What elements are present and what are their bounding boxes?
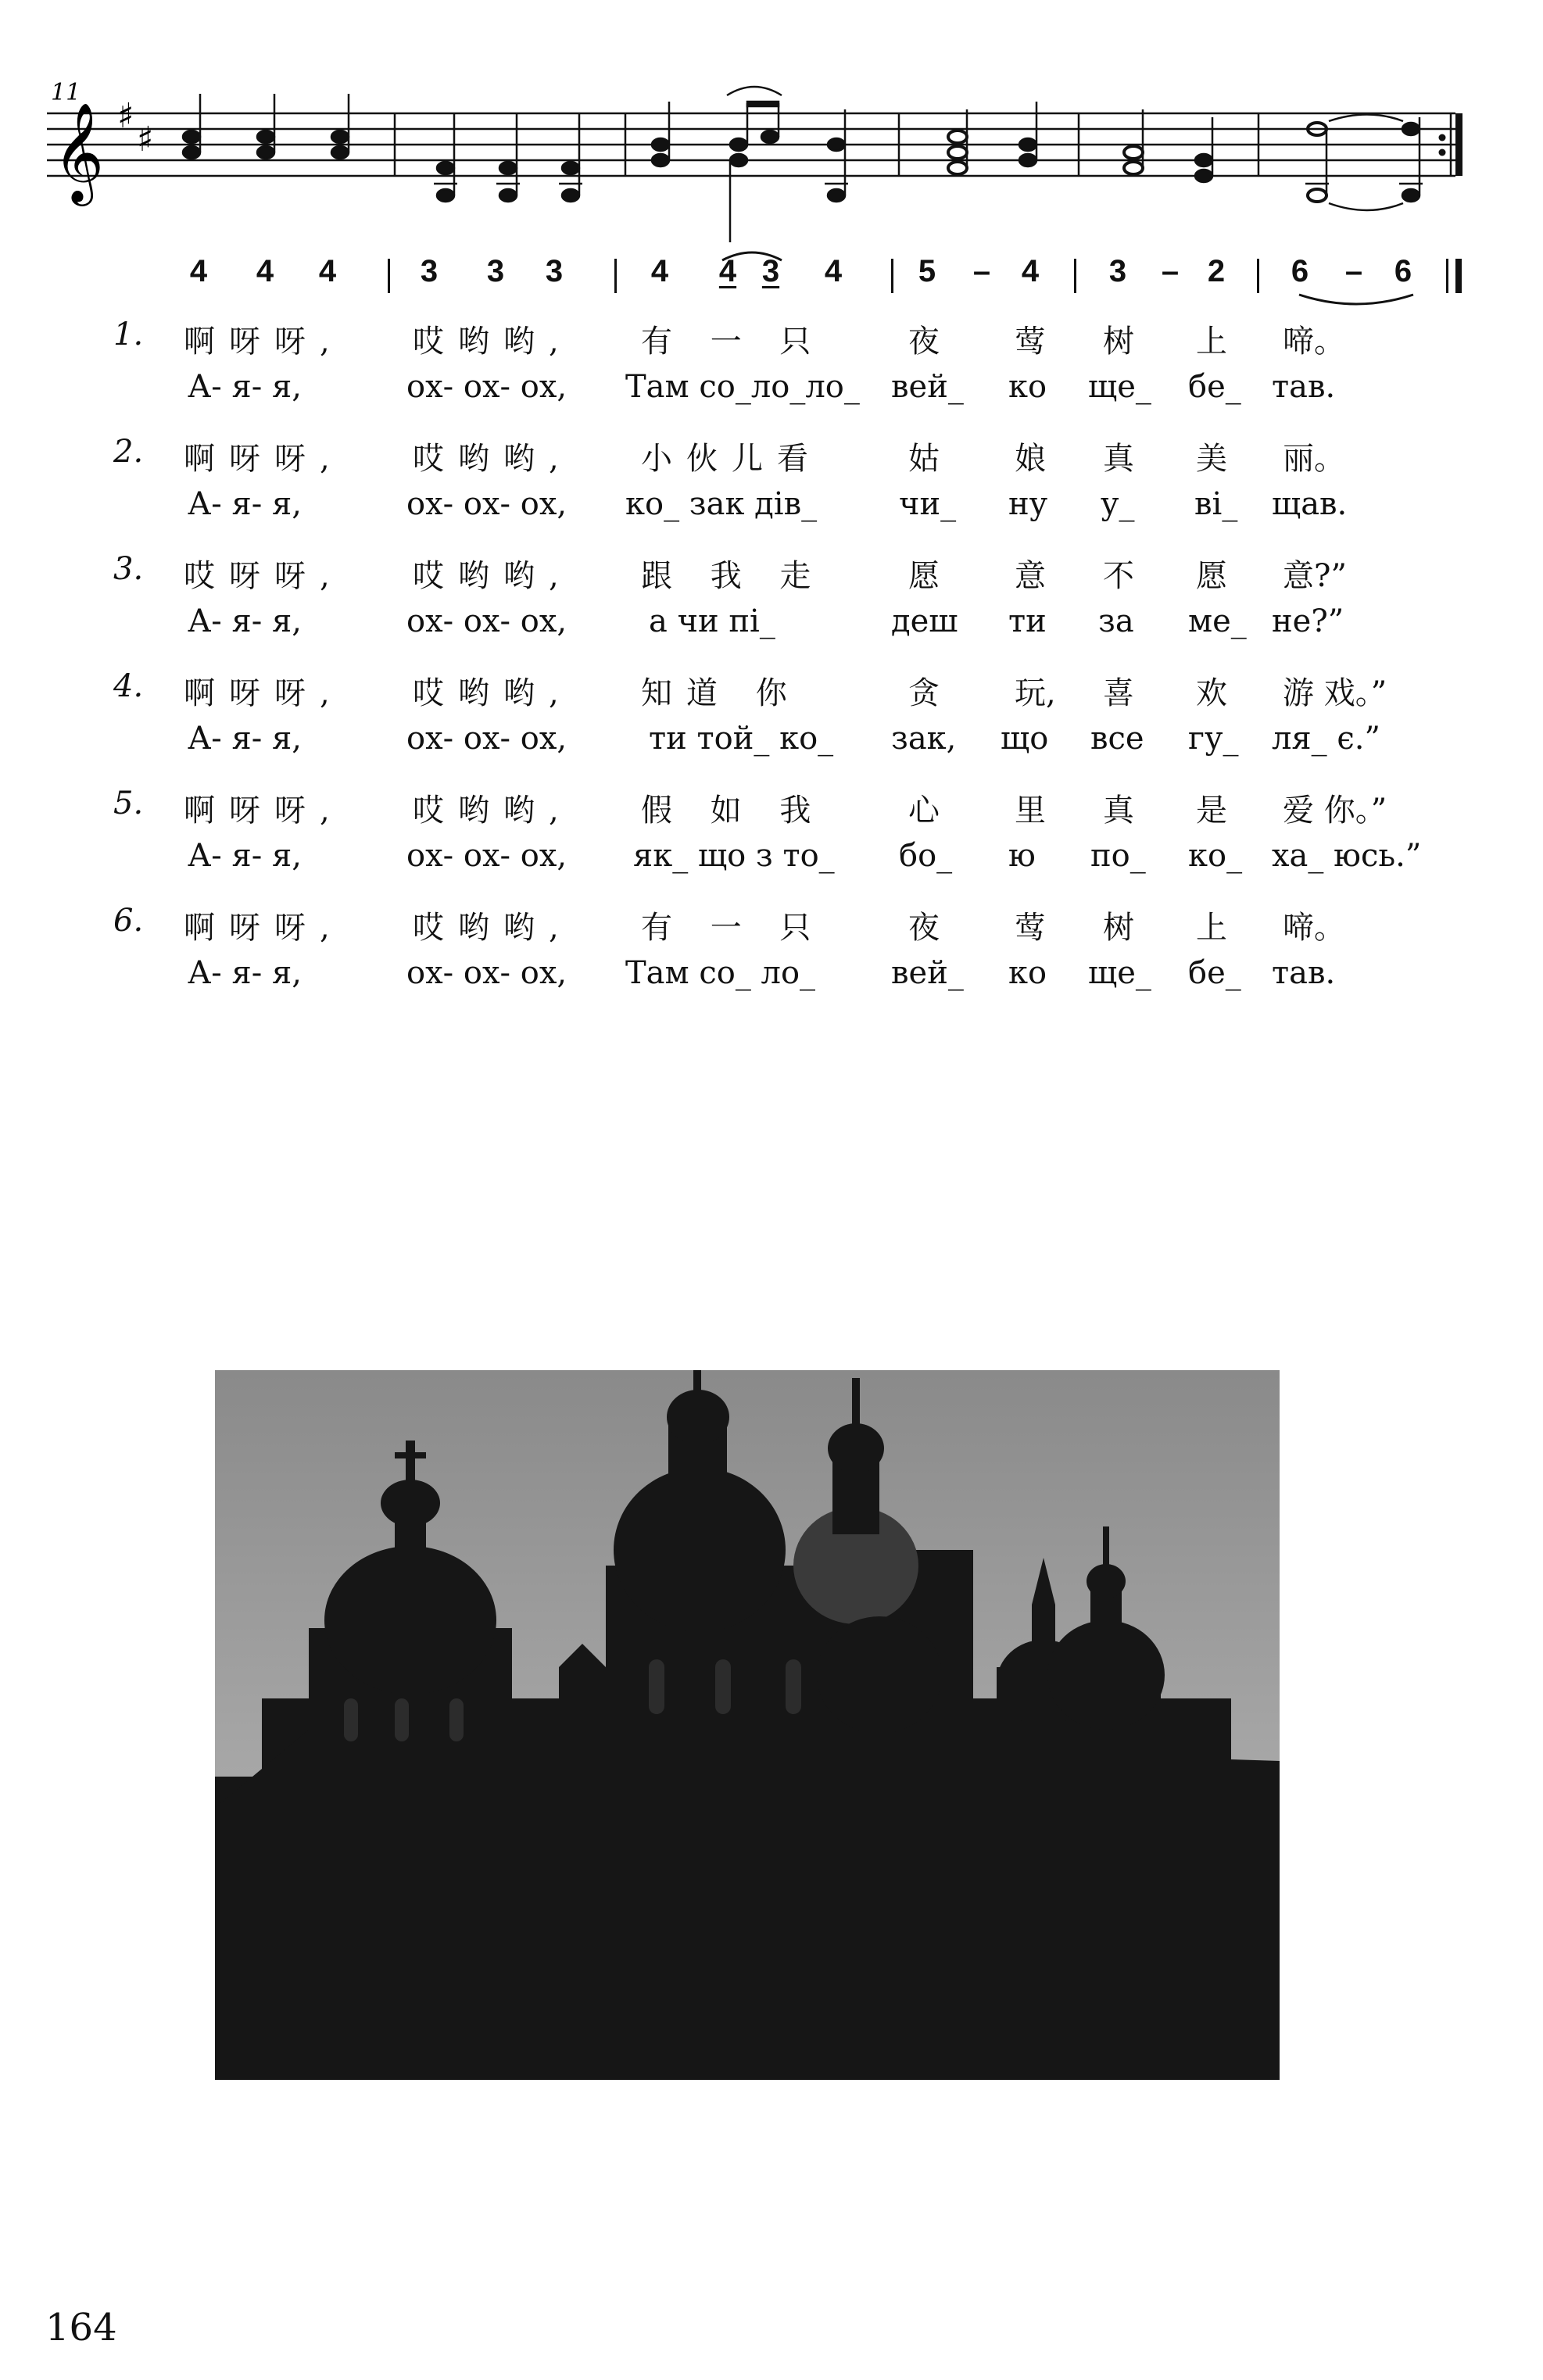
verse-3-ukrainian (0, 603, 1543, 642)
lyric-word: 上 (1196, 910, 1227, 946)
jianpu-note: 6 (1394, 254, 1412, 288)
lyric-word: чи_ (899, 486, 957, 522)
lyric-word: 意?” (1283, 558, 1347, 594)
lyric-word: 莺 (1015, 910, 1046, 946)
verse-number: 3. (113, 551, 144, 587)
verse-2-chinese (0, 434, 1543, 477)
jianpu-barline (1074, 259, 1076, 293)
lyric-word: 哎哟哟, (413, 441, 573, 477)
svg-text:♯: ♯ (137, 120, 154, 159)
lyric-word: 玩, (1015, 675, 1056, 711)
lyric-word: Там со_ ло_ (625, 955, 816, 991)
verse-6-chinese (0, 903, 1543, 946)
lyric-word: по_ (1090, 838, 1146, 874)
lyric-word: 啊呀呀, (184, 910, 344, 946)
cathedral-photo (215, 1370, 1280, 2080)
lyric-word: 爱 你。” (1283, 793, 1387, 829)
lyric-word: ві_ (1194, 486, 1238, 522)
lyric-word: ко_ (1188, 838, 1243, 874)
lyric-word: вей_ (891, 955, 964, 991)
verse-5-chinese (0, 786, 1543, 829)
lyric-word: 哎哟哟, (413, 793, 573, 829)
lyric-word: ох- ох- ох, (406, 955, 567, 991)
lyric-word: ко_ зак дів_ (625, 486, 818, 522)
lyric-word: 里 (1015, 793, 1046, 829)
notes-measure-1 (183, 94, 349, 159)
lyric-word: ще_ (1088, 369, 1151, 405)
lyric-word: ох- ох- ох, (406, 369, 567, 405)
music-staff (39, 78, 1493, 258)
verse-5-ukrainian (0, 838, 1543, 877)
key-signature-sharps-icon (117, 96, 153, 159)
jianpu-note: 6 (1291, 254, 1309, 288)
lyric-word: ю (1008, 838, 1036, 874)
lyric-word: 哎哟哟, (413, 675, 573, 711)
lyric-word: 娘 (1015, 441, 1046, 477)
verse-1-chinese (0, 317, 1543, 360)
verse-number: 5. (113, 786, 144, 821)
jianpu-dash: – (1344, 254, 1363, 288)
jianpu-note: 4 (318, 254, 337, 288)
lyric-word: 有 一 只 (641, 910, 825, 946)
lyric-word: що (1001, 721, 1049, 757)
page-number: 164 (45, 2306, 117, 2350)
lyric-word: А- я- я, (188, 369, 302, 405)
lyric-word: 小伙儿看 (641, 441, 822, 477)
lyric-word: ох- ох- ох, (406, 838, 567, 874)
lyric-word: 意 (1015, 558, 1046, 594)
lyric-word: 树 (1103, 910, 1134, 946)
lyric-word: зак, (891, 721, 957, 757)
lyric-word: все (1090, 721, 1144, 757)
jianpu-barline (614, 259, 617, 293)
lyric-word: 有 一 只 (641, 324, 825, 360)
lyric-word: ля_ є.” (1272, 721, 1380, 757)
lyric-word: 贪 (908, 675, 940, 711)
notes-measure-5 (1124, 109, 1212, 182)
jianpu-repeat-barline-thick (1455, 259, 1462, 293)
lyric-word: як_ що з то_ (633, 838, 835, 874)
jianpu-note: 4 (824, 254, 843, 288)
lyric-word: 上 (1196, 324, 1227, 360)
lyric-word: 美 (1196, 441, 1227, 477)
notes-measure-3 (652, 87, 848, 242)
lyric-word: а чи пі_ (649, 603, 775, 639)
jianpu-note: 4 (189, 254, 208, 288)
lyric-word: А- я- я, (188, 603, 302, 639)
lyric-word: 是 (1196, 793, 1227, 829)
lyric-word: бо_ (899, 838, 953, 874)
lyric-word: А- я- я, (188, 486, 302, 522)
lyric-word: 哎哟哟, (413, 324, 573, 360)
lyric-word: бе_ (1188, 955, 1241, 991)
treble-clef-icon: 𝄞 (53, 102, 105, 202)
lyric-word: 啼。 (1283, 910, 1345, 946)
lyric-word: 莺 (1015, 324, 1046, 360)
jianpu-note: 3 (761, 254, 780, 288)
lyric-word: ох- ох- ох, (406, 721, 567, 757)
jianpu-dash: – (972, 254, 991, 288)
lyric-word: у_ (1101, 486, 1135, 522)
verse-number: 4. (113, 668, 144, 704)
lyric-word: ко (1008, 369, 1047, 405)
lyric-word: 姑 (908, 441, 940, 477)
lyric-word: 欢 (1196, 675, 1227, 711)
lyric-word: 愿 (908, 558, 940, 594)
lyric-word: за (1098, 603, 1134, 639)
jianpu-note: 2 (1207, 254, 1226, 288)
lyric-word: гу_ (1188, 721, 1239, 757)
jianpu-note: 3 (1108, 254, 1127, 288)
lyric-word: ме_ (1188, 603, 1247, 639)
lyric-word: не?” (1272, 603, 1344, 639)
verse-4-ukrainian (0, 721, 1543, 760)
measure-number: 11 (51, 79, 81, 106)
lyric-word: 不 (1103, 558, 1134, 594)
lyric-word: 知道 你 (641, 675, 801, 711)
verse-number: 2. (113, 434, 144, 470)
lyric-word: 愿 (1196, 558, 1227, 594)
lyric-word: тав. (1272, 369, 1336, 405)
lyric-word: тав. (1272, 955, 1336, 991)
lyric-word: 心 (908, 793, 940, 829)
staff-lines (47, 113, 1455, 176)
lyric-word: 啼。 (1283, 324, 1345, 360)
lyric-word: вей_ (891, 369, 964, 405)
lyric-word: 哎哟哟, (413, 558, 573, 594)
jianpu-note: 4 (256, 254, 274, 288)
lyric-word: 哎哟哟, (413, 910, 573, 946)
jianpu-slur (721, 246, 783, 262)
lyric-word: деш (891, 603, 958, 639)
lyric-word: ох- ох- ох, (406, 603, 567, 639)
numbered-notation-row (0, 254, 1543, 301)
lyric-word: 真 (1103, 441, 1134, 477)
lyric-word: 哎呀呀, (184, 558, 344, 594)
lyric-word: 游 戏。” (1283, 675, 1387, 711)
notes-measure-2 (434, 113, 582, 202)
lyric-word: щав. (1272, 486, 1348, 522)
jianpu-note: 3 (420, 254, 439, 288)
lyric-word: 啊呀呀, (184, 675, 344, 711)
verse-number: 1. (113, 317, 144, 353)
lyric-word: ти (1008, 603, 1047, 639)
lyric-word: А- я- я, (188, 721, 302, 757)
jianpu-tie (1298, 293, 1415, 310)
verse-number: 6. (113, 903, 144, 939)
jianpu-note: 4 (650, 254, 669, 288)
jianpu-dash: – (1161, 254, 1180, 288)
jianpu-barline (891, 259, 893, 293)
jianpu-note: 5 (918, 254, 936, 288)
lyric-word: ще_ (1088, 955, 1151, 991)
jianpu-repeat-barline (1446, 259, 1448, 293)
lyric-word: А- я- я, (188, 955, 302, 991)
lyric-word: 夜 (908, 910, 940, 946)
lyric-word: Там со_ло_ло_ (625, 369, 860, 405)
lyric-word: 丽。 (1283, 441, 1345, 477)
lyric-word: 假 如 我 (641, 793, 825, 829)
verse-6-ukrainian (0, 955, 1543, 994)
verse-4-chinese (0, 668, 1543, 711)
lyric-word: 跟 我 走 (641, 558, 825, 594)
jianpu-barline (1257, 259, 1259, 293)
lyric-word: ко (1008, 955, 1047, 991)
lyric-word: 啊呀呀, (184, 793, 344, 829)
lyric-word: 树 (1103, 324, 1134, 360)
lyric-word: А- я- я, (188, 838, 302, 874)
verse-3-chinese (0, 551, 1543, 594)
lyric-word: 夜 (908, 324, 940, 360)
verse-2-ukrainian (0, 486, 1543, 525)
lyric-word: 真 (1103, 793, 1134, 829)
lyric-word: 啊呀呀, (184, 324, 344, 360)
svg-text:♯: ♯ (117, 96, 134, 136)
jianpu-note: 4 (718, 254, 737, 288)
lyric-word: 喜 (1103, 675, 1134, 711)
jianpu-note: 3 (486, 254, 505, 288)
verse-1-ukrainian (0, 369, 1543, 408)
lyric-word: ти той_ ко_ (649, 721, 834, 757)
lyric-word: ну (1008, 486, 1048, 522)
lyric-word: ха_ юсь.” (1272, 838, 1422, 874)
lyric-word: бе_ (1188, 369, 1241, 405)
jianpu-barline (388, 259, 390, 293)
jianpu-note: 4 (1021, 254, 1040, 288)
lyric-word: 啊呀呀, (184, 441, 344, 477)
jianpu-note: 3 (545, 254, 564, 288)
lyric-word: ох- ох- ох, (406, 486, 567, 522)
